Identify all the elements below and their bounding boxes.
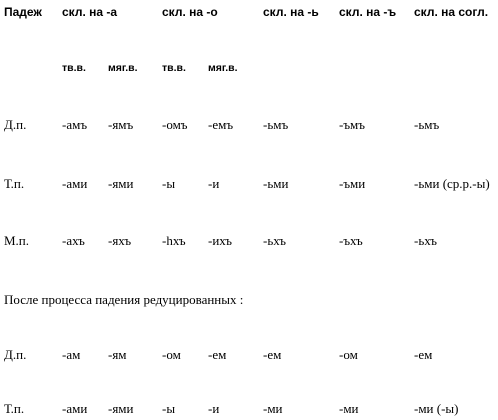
ending-cell: -ъмъ: [339, 117, 365, 132]
case-label: Т.п.: [4, 176, 25, 191]
case-label: Д.п.: [4, 117, 27, 132]
case-label: Д.п.: [4, 347, 27, 362]
ending-cell: -ем: [263, 347, 282, 362]
ending-cell: -ьмъ: [414, 117, 440, 132]
ending-cell: -ьхъ: [414, 233, 437, 248]
header-o-declension: скл. на -о: [162, 5, 218, 19]
ending-cell: -ом: [162, 347, 181, 362]
ending-cell: -яхъ: [108, 233, 132, 248]
ending-cell: -ом: [339, 347, 358, 362]
ending-cell: -ямъ: [108, 117, 134, 132]
ending-cell: -ахъ: [62, 233, 85, 248]
subheader-a-hard: тв.в.: [62, 62, 86, 74]
ending-cell: -ъхъ: [339, 233, 363, 248]
subheader-o-soft: мяг.в.: [208, 62, 238, 74]
ending-cell: -ьхъ: [263, 233, 286, 248]
ending-cell: -и: [208, 176, 220, 191]
ending-cell: -ми (-ы): [414, 401, 459, 416]
case-label: М.п.: [4, 233, 30, 248]
ending-cell: -ями: [108, 401, 134, 416]
ending-cell: -ами: [62, 401, 88, 416]
ending-cell: -ы: [162, 401, 176, 416]
header-soft-sign-declension: скл. на -ь: [263, 5, 319, 19]
ending-cell: -ам: [62, 347, 81, 362]
ending-cell: -ем: [414, 347, 433, 362]
ending-cell: -емъ: [208, 117, 234, 132]
ending-cell: -ы: [162, 176, 176, 191]
ending-cell: -омъ: [162, 117, 188, 132]
ending-cell: -ми: [339, 401, 359, 416]
header-a-declension: скл. на -а: [62, 5, 118, 19]
header-hard-sign-declension: скл. на -ъ: [339, 5, 397, 19]
ending-cell: -ем: [208, 347, 227, 362]
ending-cell: -ьмъ: [263, 117, 289, 132]
ending-cell: -ами: [62, 176, 88, 191]
section-title: После процесса падения редуцированных :: [4, 292, 244, 307]
subheader-a-soft: мяг.в.: [108, 62, 138, 74]
ending-cell: -ихъ: [208, 233, 233, 248]
ending-cell: -ми: [263, 401, 283, 416]
ending-cell: -ъми: [339, 176, 366, 191]
ending-cell: -ьми: [263, 176, 289, 191]
case-label: Т.п.: [4, 401, 25, 416]
subheader-o-hard: тв.в.: [162, 62, 186, 74]
ending-cell: -hхъ: [162, 233, 186, 248]
header-case: Падеж: [4, 5, 42, 19]
ending-cell: -ями: [108, 176, 134, 191]
ending-cell: -ьми (ср.р.-ы): [414, 176, 490, 191]
ending-cell: -ям: [108, 347, 127, 362]
ending-cell: -амъ: [62, 117, 88, 132]
header-consonant-declension: скл. на согл.: [414, 5, 489, 19]
ending-cell: -и: [208, 401, 220, 416]
